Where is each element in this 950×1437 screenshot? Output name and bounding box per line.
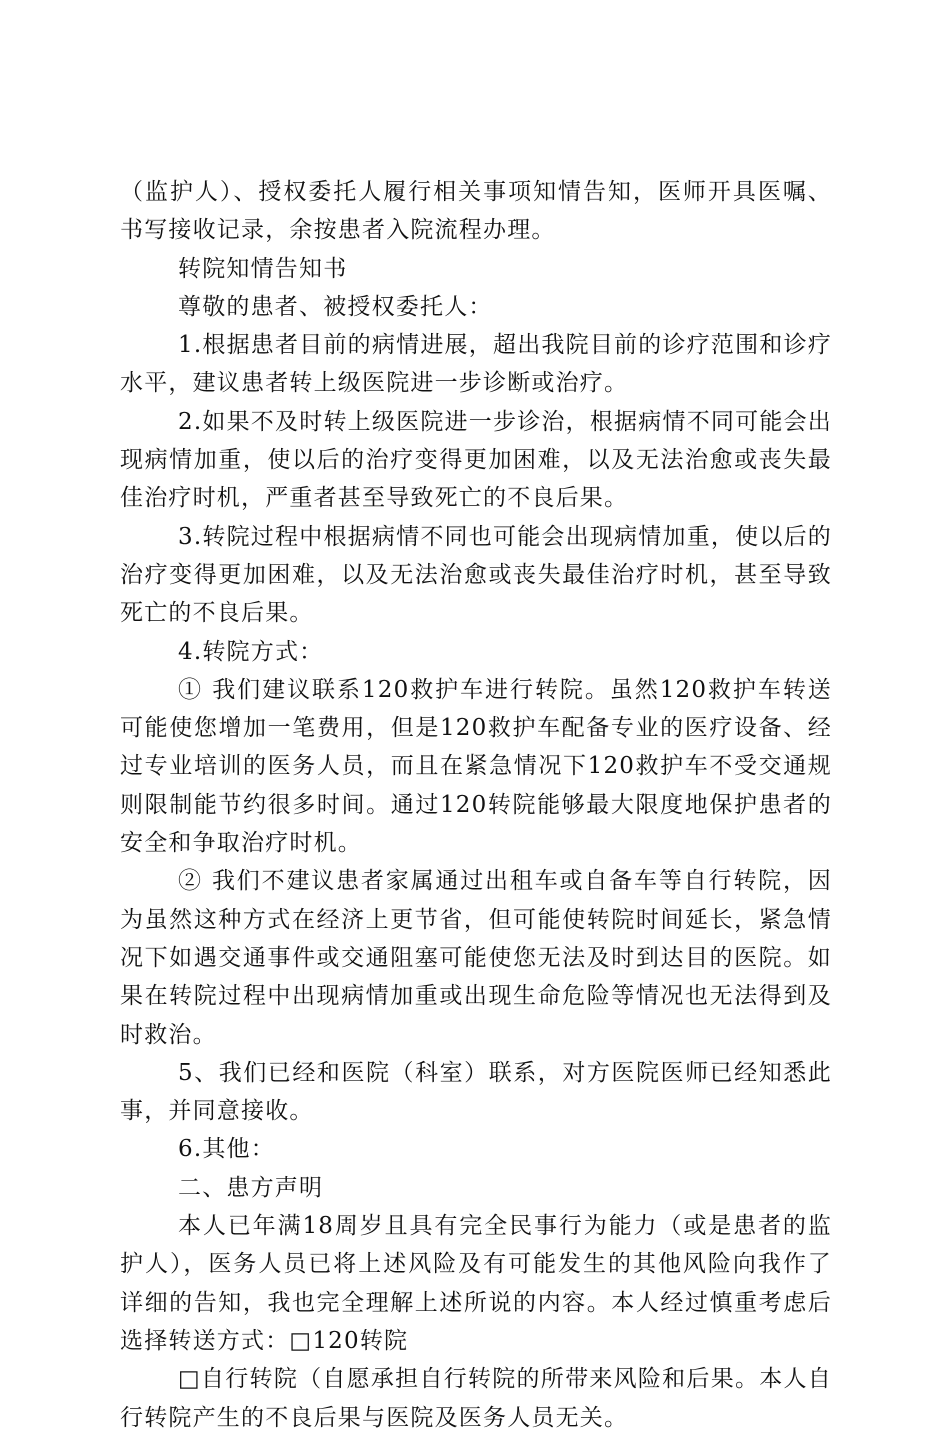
clause-4-option-2: ② 我们不建议患者家属通过出租车或自备车等自行转院，因为虽然这种方式在经济上更节省，但可能使转院时间延长，紧急情况下如遇交通事件或交通阻塞可能使您无法及时到达目的医院。如果在转院过程中出现病情加重或出现生命危险等情况也无法得到及时救治。 [120,868,832,1048]
form-title: 转院知情告知书 [178,255,348,282]
section-heading-patient-statement: 二、患方声明 [178,1174,324,1201]
document-body [120,173,832,1437]
clause-5: 5、我们已经和医院（科室）联系，对方医院医师已经知悉此事，并同意接收。 [120,1059,832,1125]
continued-paragraph: （监护人）、授权委托人履行相关事项知情告知，医师开具医嘱、书写接收记录，余按患者入院流程办理。 [120,179,832,244]
clause-1: 1.根据患者目前的病情进展，超出我院目前的诊疗范围和诊疗水平，建议患者转上级医院进一步诊断或治疗。 [120,332,832,397]
clause-4-heading: 4.转院方式： [178,638,324,665]
clause-4-option-1: ① 我们建议联系120救护车进行转院。虽然120救护车转送可能使您增加一笔费用，但是120救护车配备专业的医疗设备、经过专业培训的医务人员，而且在紧急情况下120救护车不受交通规则限制能节约很多时间。通过120转院能够最大限度地保护患者的安全和争取治疗时机。 [120,676,832,857]
patient-statement: 本人已年满18周岁且具有完全民事行为能力（或是患者的监护人），医务人员已将上述风险及有可能发生的其他风险向我作了详细的告知，我也完全理解上述所说的内容。本人经过慎重考虑后选择转送方式：□120转院 [120,1213,832,1354]
clause-2: 2.如果不及时转上级医院进一步诊治，根据病情不同可能会出现病情加重，使以后的治疗变得更加困难，以及无法治愈或丧失最佳治疗时机，严重者甚至导致死亡的不良后果。 [120,408,832,512]
self-transfer-option: □自行转院（自愿承担自行转院的所带来风险和后果。本人自行转院产生的不良后果与医院及医务人员无关。 [120,1366,832,1431]
clause-6: 6.其他： [178,1136,275,1163]
clause-3: 3.转院过程中根据病情不同也可能会出现病情加重，使以后的治疗变得更加困难，以及无法治愈或丧失最佳治疗时机，甚至导致死亡的不良后果。 [120,523,832,627]
salutation: 尊敬的患者、被授权委托人： [178,293,493,320]
